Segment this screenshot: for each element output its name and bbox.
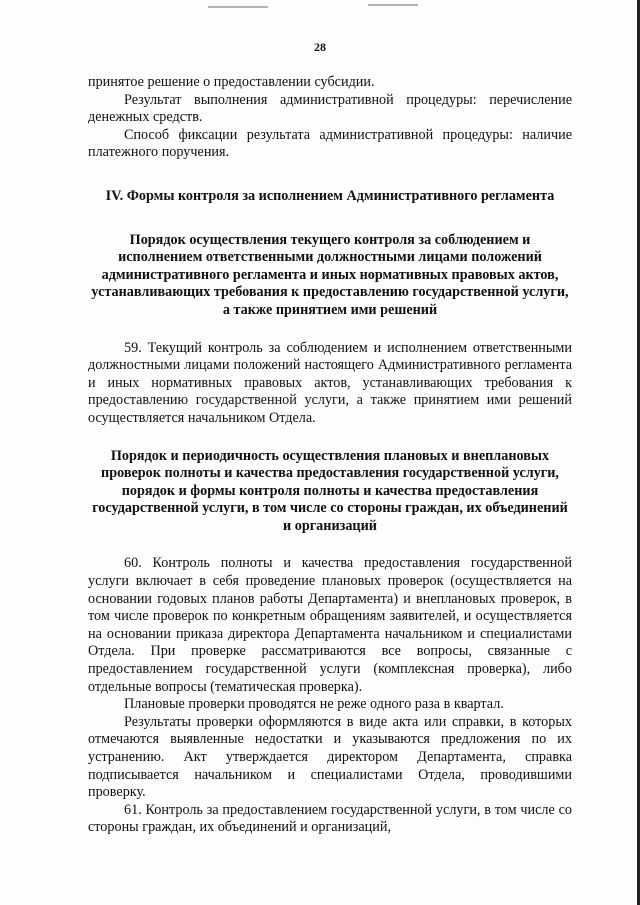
document-body xyxy=(88,74,572,837)
scan-artifact-left xyxy=(208,6,268,8)
paragraph-60-planned: Плановые проверки проводятся не реже одного раза в квартал. xyxy=(124,696,504,713)
paragraph-59: 59. Текущий контроль за соблюдением и исполнением ответственными должностными лицами положений настоящего Административного регламента и иных нормативных правовых актов, устанавливающих требования к предоставлению государственной услуги, а также принятием ими решений осуществляется начальником Отдела. xyxy=(88,339,572,426)
page-number: 28 xyxy=(314,40,326,54)
paragraph-60: 60. Контроль полноты и качества предоставления государственной услуги включает в себя проведение плановых проверок (осуществляется на основании годовых планов работы Департамента) и внеплановых проверок, в том числе проверок по конкретным обращениям заявителей, и осуществляется на основании приказа директора Департамента начальником и специалистами Отдела. При проверке рассматриваются все вопросы, связанные с предоставлением государственной услуги (комплексная проверка), либо отдельные вопросы (тематическая проверка). xyxy=(88,555,572,695)
paragraph-fixation: Способ фиксации результата административной процедуры: наличие платежного поручения. xyxy=(88,126,572,161)
subsection-heading-inspections: Порядок и периодичность осуществления плановых и внеплановых проверок полноты и качества предоставления государственной услуги, порядок и формы контроля полноты и качества предоставления государственной услуги, в том числе со стороны граждан, их объединений и организаций xyxy=(92,447,568,534)
paragraph-60-results: Результаты проверки оформляются в виде акта или справки, в которых отмечаются выявленные недостатки и указываются предложения по их устранению. Акт утверждается директором Департамента, справка подписывается начальником и специалистами Отдела, проводившими проверку. xyxy=(88,713,572,801)
paragraph-61: 61. Контроль за предоставлением государственной услуги, в том числе со стороны граждан, их объединений и организаций, xyxy=(88,801,572,836)
paragraph-result: Результат выполнения административной процедуры: перечисление денежных средств. xyxy=(88,91,572,126)
section-heading-iv: IV. Формы контроля за исполнением Административного регламента xyxy=(105,187,555,204)
subsection-heading-current-control: Порядок осуществления текущего контроля за соблюдением и исполнением ответственными должностными лицами положений административного регламента и иных нормативных правовых актов, устанавливающих требования к предоставлению государственной услуги, а также принятием ими решений xyxy=(91,231,569,318)
paragraph-decision: принятое решение о предоставлении субсидии. xyxy=(88,74,375,90)
scan-artifact-right xyxy=(368,4,418,6)
